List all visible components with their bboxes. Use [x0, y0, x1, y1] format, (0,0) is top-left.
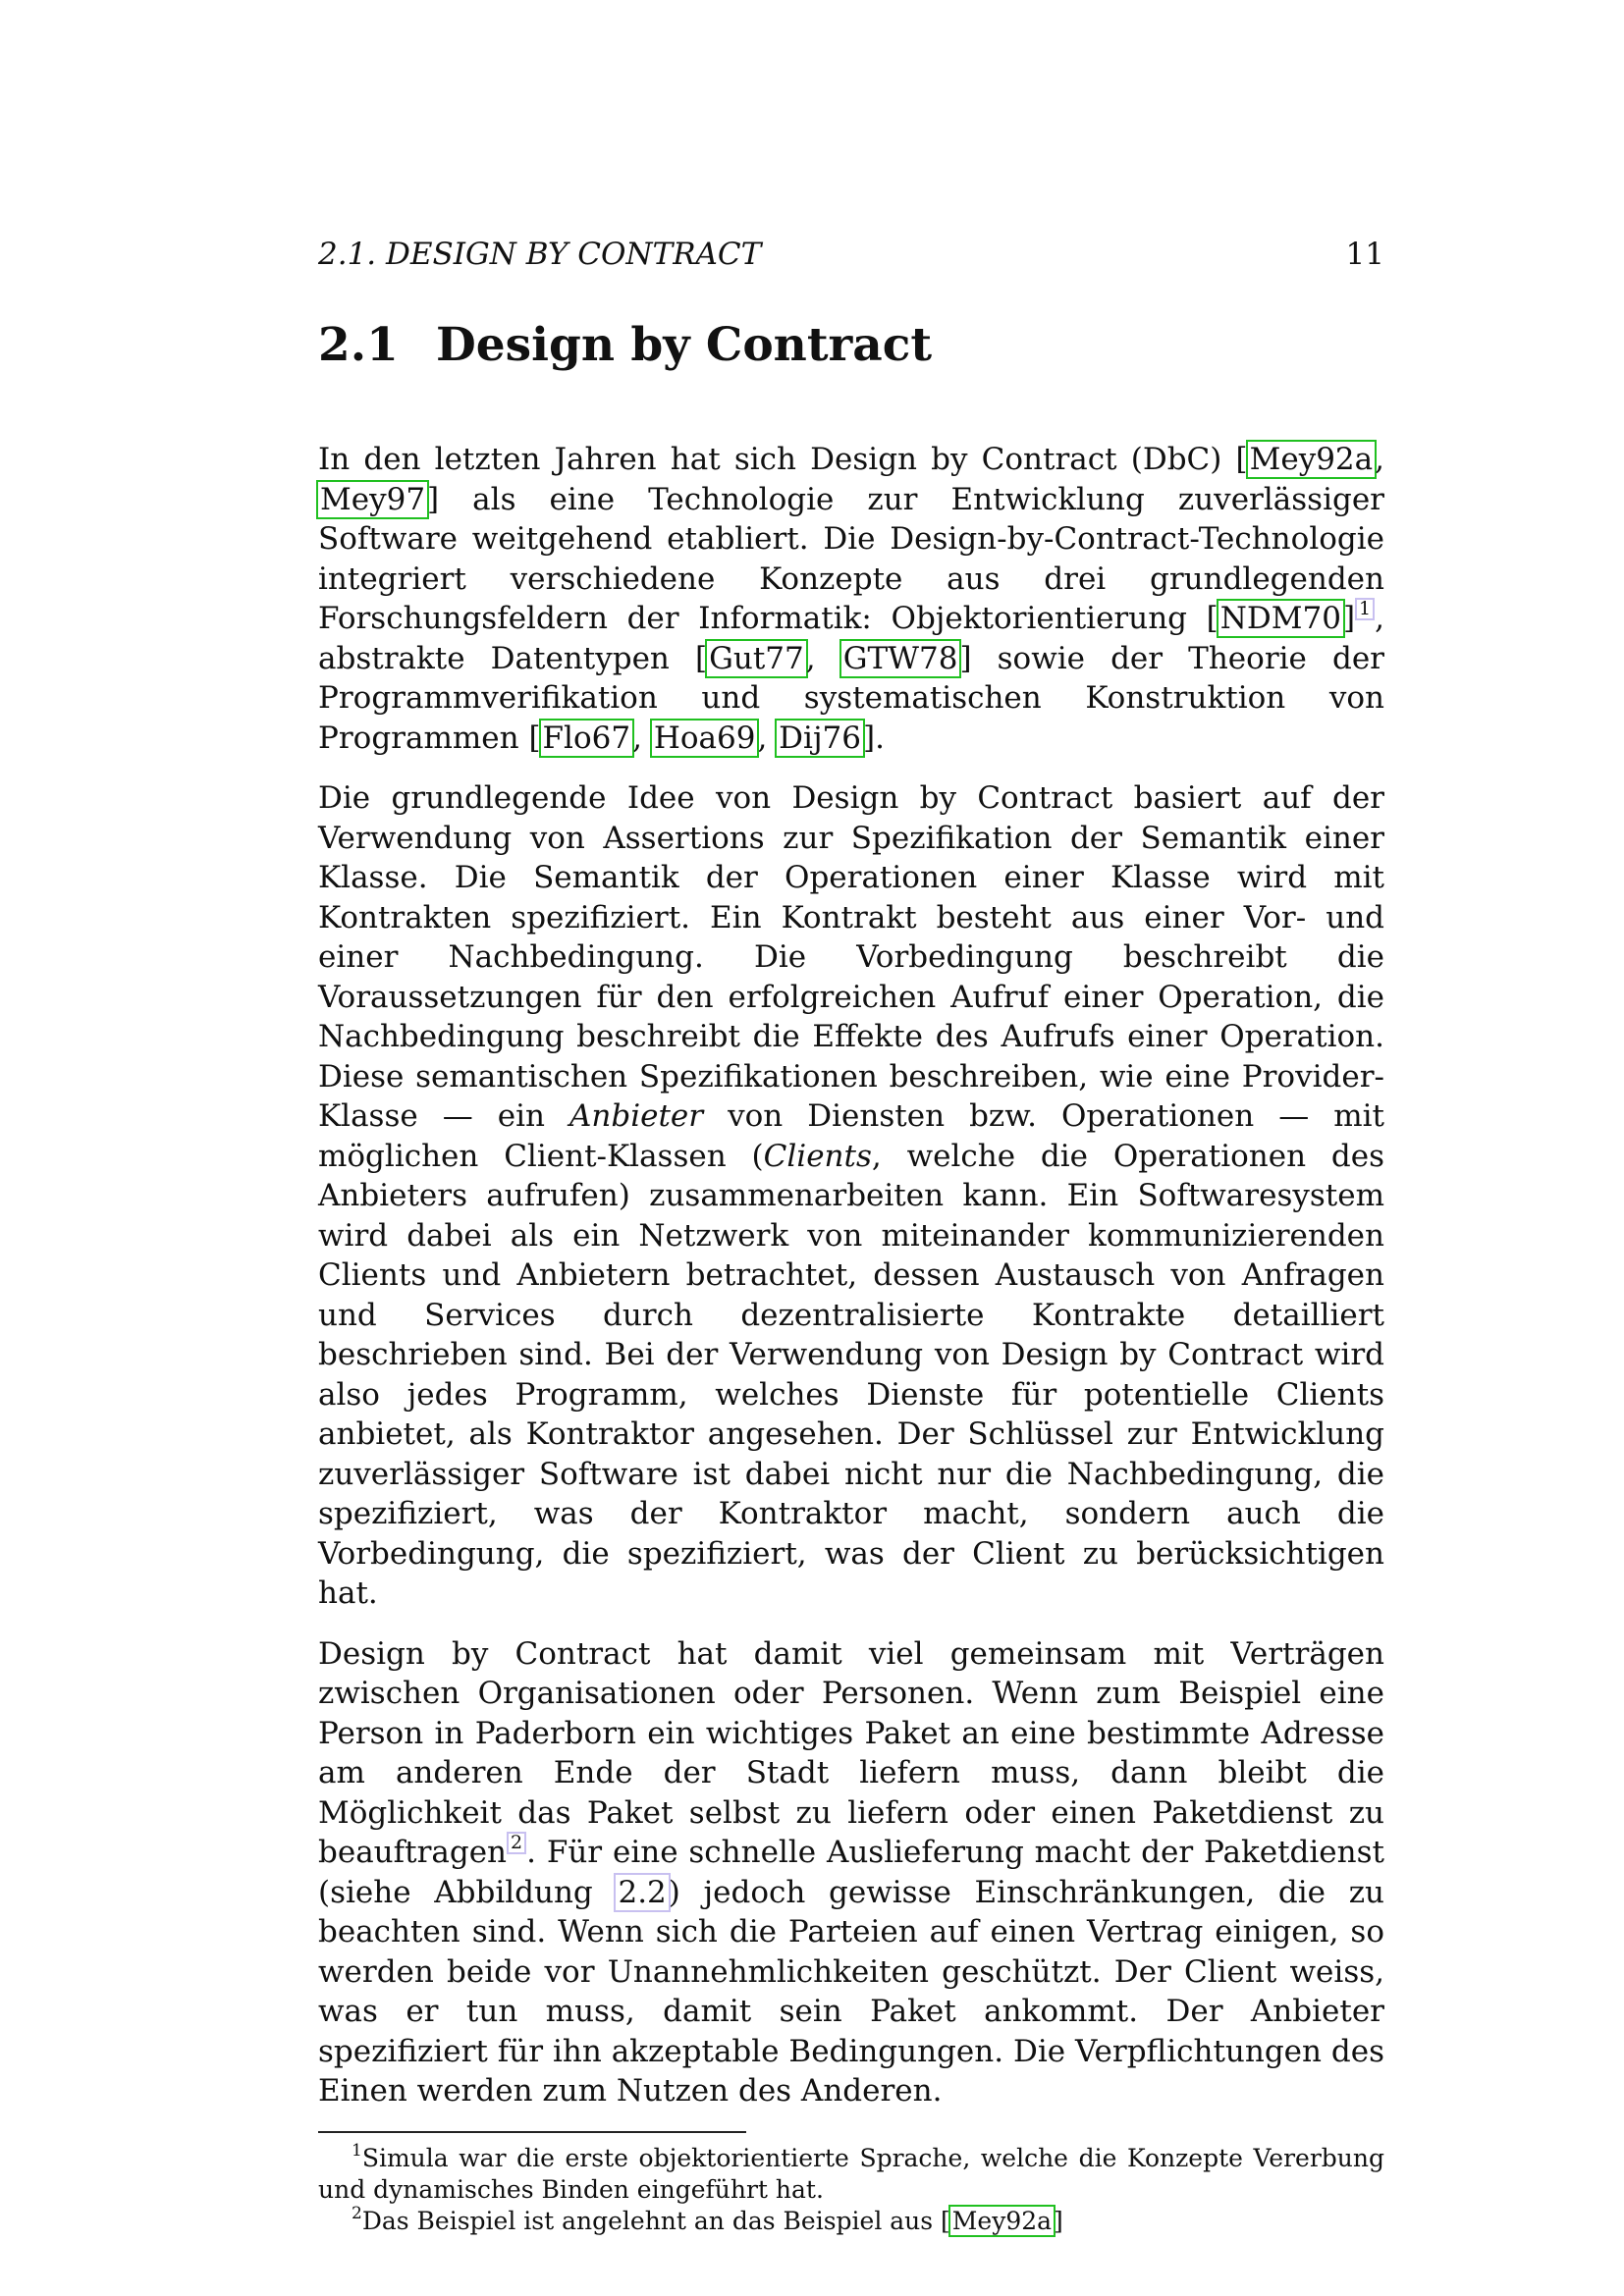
footnote-2	[318, 2203, 1384, 2237]
citation-link-mey92a-footnote[interactable]: Mey92a	[951, 2206, 1053, 2235]
text-run: Die grundlegende Idee von Design by Contract basiert auf der Verwendung von Assertions zur Spezifikation der Semantik einer Klasse. Die Semantik der Operationen einer Klasse wird mit Kontrakten spezifiziert. Ein Kontrakt besteht aus einer Vor- und einer Nachbedingung. Die Vorbedingung beschreibt die Voraussetzungen für den erfolgreichen Aufruf einer Operation, die Nachbedingung beschreibt die Effekte des Aufrufs einer Operation. Diese semantischen Spezifikationen beschreiben, wie eine Provider-Klasse — ein	[318, 780, 1384, 1134]
footnote-1	[318, 2140, 1384, 2206]
footnote-ref-1[interactable]: 1	[1359, 598, 1372, 619]
footnote-mark: 1	[352, 2140, 362, 2161]
text-run: Design by Contract hat damit viel gemeinsam mit Verträgen zwischen Organisationen oder Personen. Wenn zum Beispiel eine Person in Paderborn ein wichtiges Paket an eine bestimmte Adresse am anderen Ende der Stadt liefern muss, dann bleibt die Möglichkeit das Paket selbst zu liefern oder einen Paketdienst zu beauftragen	[318, 1635, 1384, 1870]
page-number: 11	[1345, 237, 1384, 272]
paragraph-3	[318, 1634, 1384, 2111]
section-number: 2.1	[318, 318, 399, 372]
citation-link-flo67[interactable]: Flo67	[542, 720, 631, 756]
page-content	[318, 236, 1384, 2237]
footnote-ref-2[interactable]: 2	[511, 1832, 523, 1853]
running-title: 2.1. DESIGN BY CONTRACT	[318, 237, 762, 272]
text-run: von Diensten bzw. Operationen — mit möglichen Client-Klassen (	[318, 1098, 1384, 1174]
text-run: ,	[632, 720, 652, 756]
text-run: ].	[863, 720, 885, 756]
footnote-text-tail: ]	[1054, 2206, 1063, 2235]
figure-ref-link[interactable]: 2.2	[618, 1874, 667, 1910]
citation-link-dij76[interactable]: Dij76	[779, 720, 861, 756]
citation-link-gtw78[interactable]: GTW78	[842, 640, 958, 676]
footnotes	[318, 2131, 1384, 2237]
section-heading	[318, 318, 1384, 373]
text-run: ,	[1375, 442, 1384, 477]
footnote-text: Das Beispiel ist angelehnt an das Beispiel aus [	[361, 2206, 950, 2235]
text-run: , abstrakte Datentypen [	[318, 601, 1384, 676]
text-run: ,	[805, 640, 841, 676]
section-title: Design by Contract	[436, 318, 933, 372]
footnote-divider	[318, 2131, 746, 2133]
paragraph-2	[318, 778, 1384, 1614]
footnote-mark: 2	[352, 2203, 362, 2223]
text-run: ] sowie der Theorie der Programmverifikation und systematischen Konstruktion von Programmen [	[318, 640, 1384, 756]
text-run: ] als eine Technologie zur Entwicklung zuverlässiger Software weitgehend etabliert. Die Design-by-Contract-Technologie integriert verschiedene Konzepte aus drei grundlegenden Forschungsfeldern der Informatik: Objektorientierung [	[318, 481, 1384, 636]
text-run: , welche die Operationen des Anbieters aufrufen) zusammenarbeiten kann. Ein Softwaresystem wird dabei als ein Netzwerk von miteinander kommunizierenden Clients und Anbietern betrachtet, dessen Austausch von Anfragen und Services durch dezentralisierte Kontrakte detailliert beschrieben sind. Bei der Verwendung von Design by Contract wird also jedes Programm, welches Dienste für potentielle Clients anbietet, als Kontraktor angesehen. Der Schlüssel zur Entwicklung zuverlässiger Software ist dabei nicht nur die Nachbedingung, die spezifiziert, was der Kontraktor macht, sondern auch die Vorbedingung, die spezifiziert, was der Client zu berücksichtigen hat.	[318, 1138, 1384, 1611]
citation-link-mey97[interactable]: Mey97	[320, 481, 426, 517]
citation-link-hoa69[interactable]: Hoa69	[653, 720, 756, 756]
text-run: ]	[1342, 601, 1356, 636]
emphasis-clients: Clients	[763, 1138, 872, 1174]
running-header	[318, 236, 1384, 273]
emphasis-anbieter: Anbieter	[569, 1098, 704, 1134]
footnote-text: Simula war die erste objektorientierte Sprache, welche die Konzepte Vererbung und dynamisches Binden eingeführt hat.	[318, 2143, 1384, 2204]
citation-link-ndm70[interactable]: NDM70	[1219, 601, 1341, 636]
text-run: ) jedoch gewisse Einschränkungen, die zu beachten sind. Wenn sich die Parteien auf einen Vertrag einigen, so werden beide vor Unannehmlichkeiten geschützt. Der Client weiss, was er tun muss, damit sein Paket ankommt. Der Anbieter spezifiziert für ihn akzeptable Bedingungen. Die Verpflichtungen des Einen werden zum Nutzen des Anderen.	[318, 1874, 1384, 2109]
text-run: ,	[757, 720, 778, 756]
citation-link-mey92a[interactable]: Mey92a	[1249, 442, 1374, 477]
body-text	[318, 440, 1384, 2111]
citation-link-gut77[interactable]: Gut77	[709, 640, 804, 676]
text-run: . Für eine schnelle Auslieferung macht der Paketdienst (siehe Abbildung	[318, 1835, 1384, 1910]
paragraph-1	[318, 440, 1384, 758]
text-run: In den letzten Jahren hat sich Design by Contract (DbC) [	[318, 442, 1248, 477]
